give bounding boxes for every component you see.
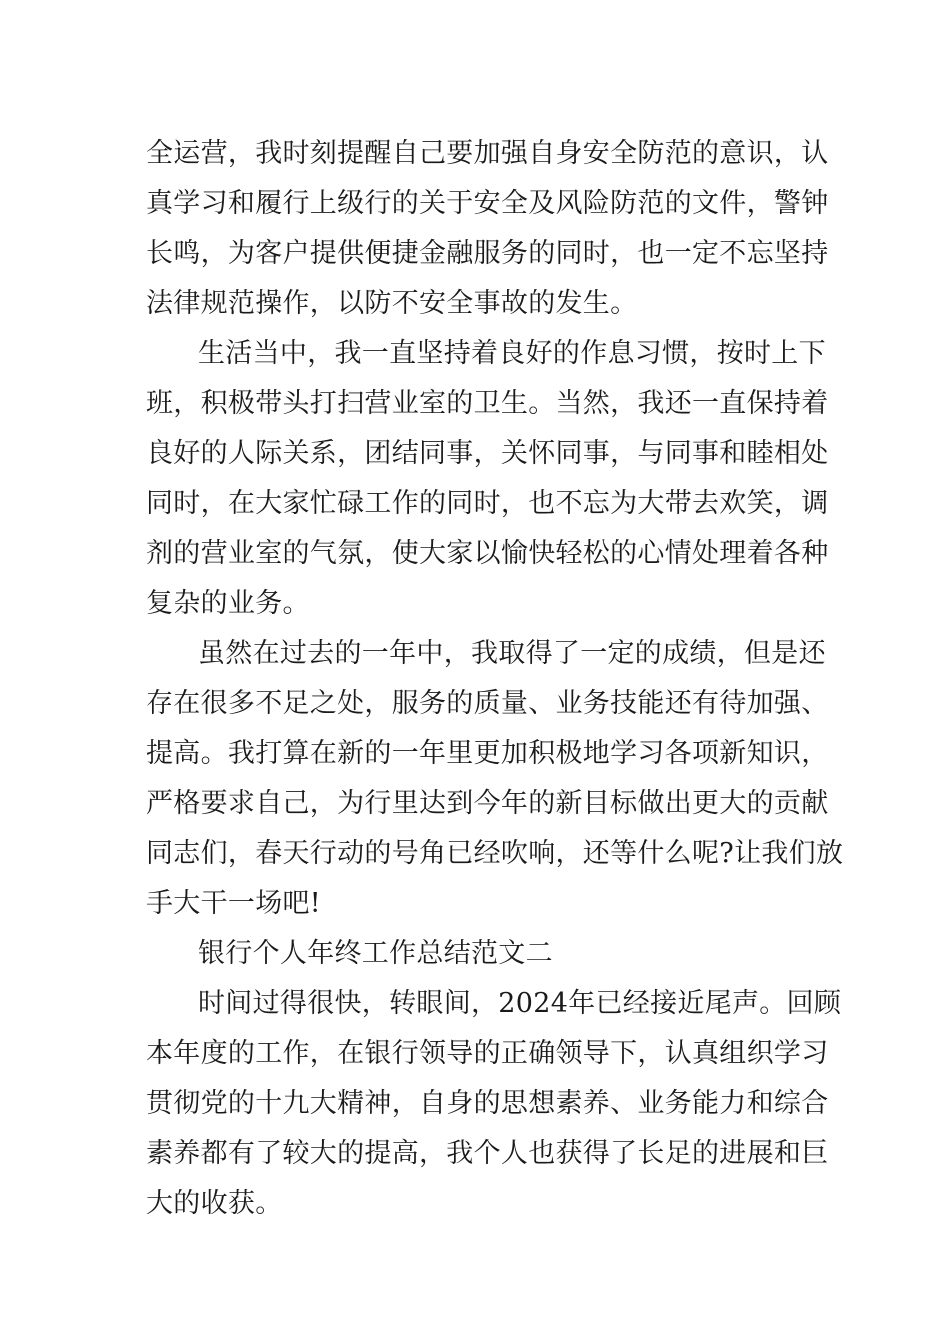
text-line: 全运营，我时刻提醒自己要加强自身安全防范的意识，认	[146, 138, 829, 169]
text-line: 严格要求自己，为行里达到今年的新目标做出更大的贡献	[146, 788, 829, 819]
paragraph-start-line: 生活当中，我一直坚持着良好的作息习惯，按时上下	[198, 338, 826, 369]
text-line: 同志们，春天行动的号角已经吹响，还等什么呢?让我们放	[146, 838, 844, 869]
text-line: 剂的营业室的气氛，使大家以愉快轻松的心情处理着各种	[146, 538, 829, 569]
text-line: 素养都有了较大的提高，我个人也获得了长足的进展和巨	[146, 1138, 829, 1169]
paragraph-start-line: 虽然在过去的一年中，我取得了一定的成绩，但是还	[198, 638, 826, 669]
text-line: 贯彻党的十九大精神，自身的思想素养、业务能力和综合	[146, 1088, 829, 1119]
text-line: 存在很多不足之处，服务的质量、业务技能还有待加强、	[146, 688, 829, 719]
paragraph-start-line: 时间过得很快，转眼间，2024年已经接近尾声。回顾	[198, 988, 842, 1019]
text-line: 手大干一场吧!	[146, 888, 321, 919]
text-line: 长鸣，为客户提供便捷金融服务的同时，也一定不忘坚持	[146, 238, 829, 269]
text-line: 复杂的业务。	[146, 588, 310, 619]
section-heading: 银行个人年终工作总结范文二	[198, 938, 553, 969]
text-line: 法律规范操作，以防不安全事故的发生。	[146, 288, 638, 319]
text-line: 真学习和履行上级行的关于安全及风险防范的文件，警钟	[146, 188, 829, 219]
text-line: 大的收获。	[146, 1188, 283, 1219]
text-line: 同时，在大家忙碌工作的同时，也不忘为大带去欢笑，调	[146, 488, 829, 519]
text-line: 提高。我打算在新的一年里更加积极地学习各项新知识，	[146, 738, 829, 769]
text-line: 班，积极带头打扫营业室的卫生。当然，我还一直保持着	[146, 388, 829, 419]
text-line: 良好的人际关系，团结同事，关怀同事，与同事和睦相处	[146, 438, 829, 469]
text-line: 本年度的工作，在银行领导的正确领导下，认真组织学习	[146, 1038, 829, 1069]
